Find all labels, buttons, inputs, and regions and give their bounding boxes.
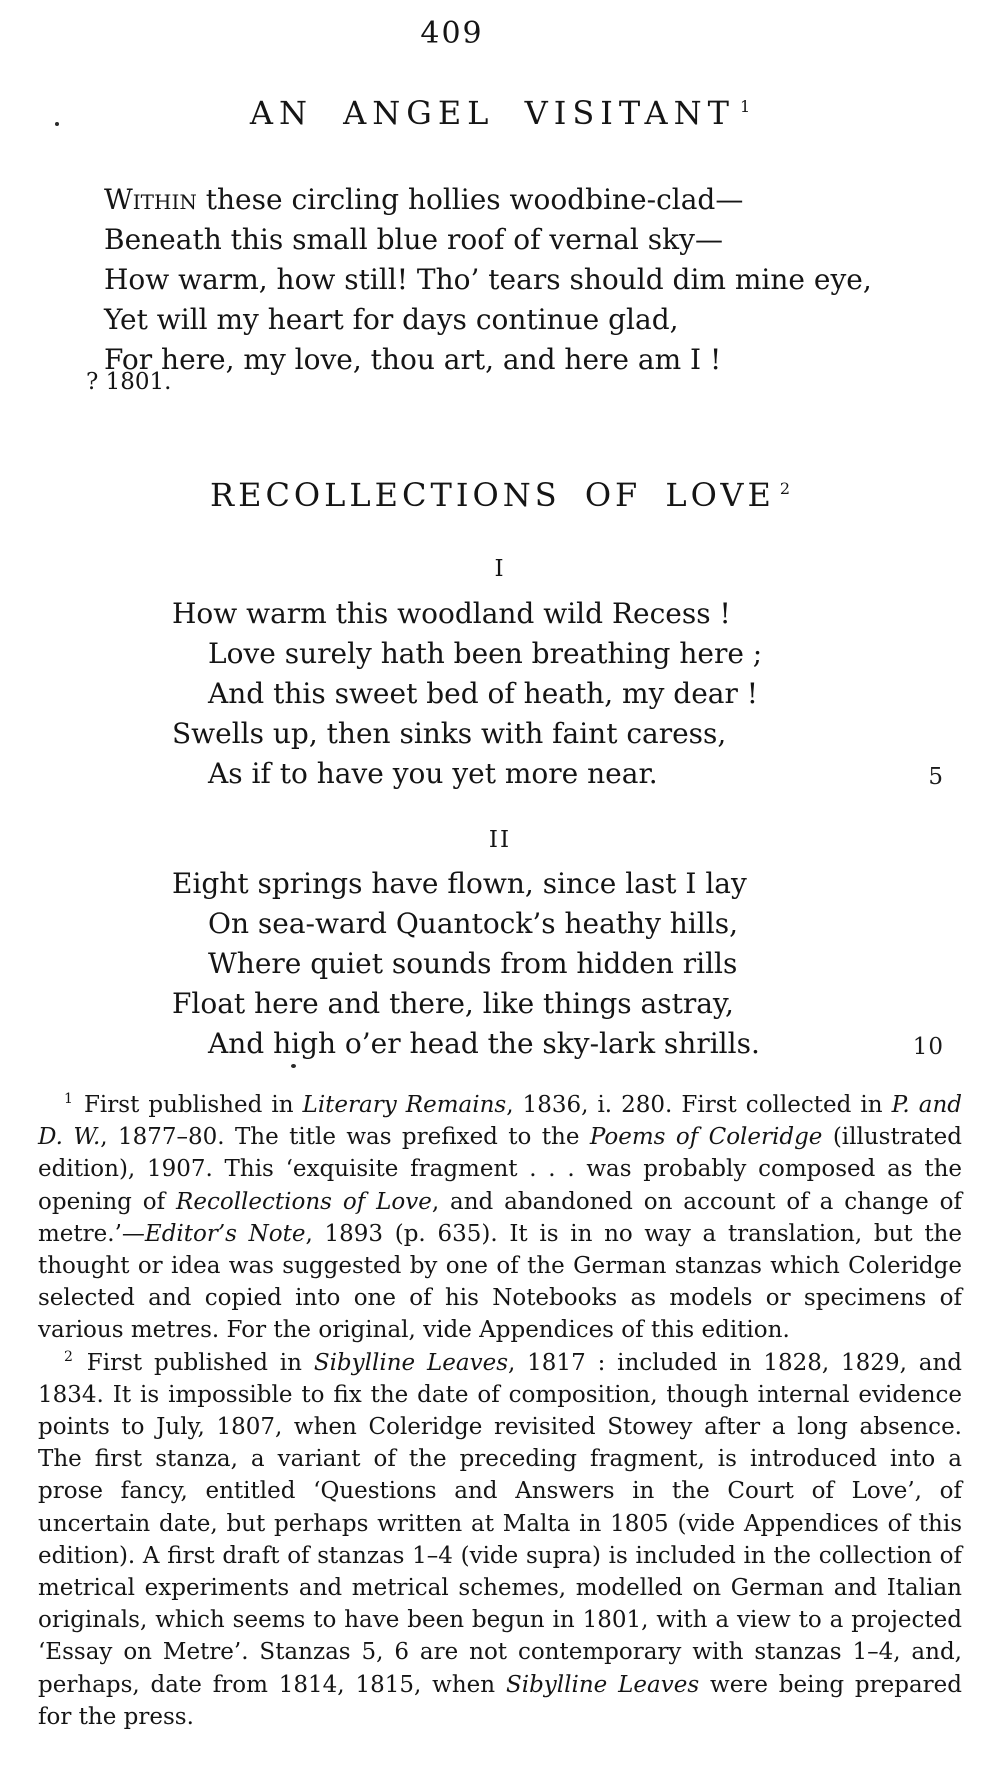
footnote-1 <box>38 1089 962 1347</box>
verse-line-number: 5 <box>928 764 944 790</box>
footnote-ref-2: 2 <box>779 479 790 499</box>
text-segment: Sibylline Leaves <box>313 1349 508 1376</box>
text-segment: Poems of Coleridge <box>589 1124 823 1151</box>
poem-line <box>104 340 984 380</box>
poem-title-text: RECOLLECTIONS OF LOVE <box>209 476 775 514</box>
text-segment: Sibylline Leaves <box>505 1671 700 1698</box>
poem-line <box>104 180 984 220</box>
page-number: 409 <box>420 16 484 51</box>
text-segment: , 1817 : included in 1828, 1829, and 1834. It is impossible to fix the date of composition, though internal evidence points to July, 1807, when Coleridge revisited Stowey after a long absence. The first stanza, a variant of the preceding fragment, is introduced into a prose fancy, entitled ‘Questions and Answers in the Court of Love’, of uncertain date, but perhaps written at Malta in 1805 (vide Appendices of this edition). A first draft of stanzas 1–4 (vide supra) is included in the collection of metrical experiments and metrical schemes, modelled on German and Italian originals, which seems to have been begun in 1801, with a view to a projected ‘Essay on Metre’. Stanzas 5, 6 are not contemporary with stanzas 1–4, and, perhaps, date from 1814, 1815, when <box>38 1349 962 1698</box>
text-segment: Eight springs have flown, since last I lay <box>172 867 747 900</box>
poem-line <box>172 714 960 754</box>
poem-line <box>172 984 960 1024</box>
text-segment: Editor’s Note <box>144 1220 306 1247</box>
poem-line <box>172 674 960 714</box>
footnote-marker: 2 <box>64 1348 73 1365</box>
text-segment: P. and D. W. <box>38 1092 962 1151</box>
poem-line <box>104 260 984 300</box>
text-segment: , and abandoned on account of a change of metre.’— <box>38 1188 962 1247</box>
text-segment: As if to have you yet more near. <box>208 757 658 790</box>
scan-speck <box>55 122 59 126</box>
poem-stanza-2 <box>172 864 960 1064</box>
poem-line <box>172 864 960 904</box>
text-segment: , 1836, i. 280. First collected in <box>506 1092 892 1118</box>
text-segment: Where quiet sounds from hidden rills <box>208 947 738 980</box>
text-segment: On sea-ward Quantock’s heathy hills, <box>208 907 738 940</box>
poem-line <box>172 594 960 634</box>
text-segment: these circling hollies woodbine-clad— <box>196 183 744 216</box>
text-segment: Love surely hath been breathing here ; <box>208 637 763 670</box>
text-segment: How warm this woodland wild Recess ! <box>172 597 731 630</box>
text-segment: Swells up, then sinks with faint caress, <box>172 717 727 750</box>
text-segment: For here, my love, thou art, and here am I ! <box>104 343 722 376</box>
text-segment: Literary Remains <box>302 1092 507 1118</box>
text-segment: Beneath this small blue roof of vernal sky— <box>104 223 723 256</box>
poem-line <box>172 904 960 944</box>
footnotes-section <box>38 1089 962 1733</box>
text-segment: And this sweet bed of heath, my dear ! <box>208 677 759 710</box>
text-segment: First published in <box>83 1092 303 1118</box>
text-segment: Yet will my heart for days continue glad, <box>104 303 679 336</box>
poem-line <box>172 1024 960 1064</box>
stanza-numeral-2: II <box>488 827 512 853</box>
poem-line <box>172 754 960 794</box>
footnote-2 <box>38 1347 962 1733</box>
text-segment: (illustrated edition), 1907. This ‘exquisite fragment . . . was probably composed as the opening of <box>38 1124 963 1215</box>
poem-body-an-angel-visitant <box>104 180 984 380</box>
poem-title-an-angel-visitant <box>0 94 1000 132</box>
poem-date: ? 1801. <box>86 369 172 395</box>
text-segment: Recollections of Love <box>176 1188 432 1215</box>
poem-line <box>104 300 984 340</box>
stanza-numeral-1: I <box>494 556 506 582</box>
text-segment: , 1877–80. The title was prefixed to the <box>100 1124 590 1151</box>
poem-stanza-1 <box>172 594 960 794</box>
poem-line <box>104 220 984 260</box>
poem-line <box>172 634 960 674</box>
poem-title-text: AN ANGEL VISITANT <box>249 94 735 132</box>
text-segment: were being prepared for the press. <box>38 1671 962 1730</box>
verse-line-number: 10 <box>912 1034 944 1060</box>
text-segment: Within <box>104 183 197 216</box>
footnote-marker: 1 <box>64 1091 73 1108</box>
footnote-ref-1: 1 <box>739 97 751 117</box>
text-segment: First published in <box>86 1349 314 1376</box>
text-segment: Float here and there, like things astray, <box>172 987 734 1020</box>
text-segment: How warm, how still! Tho’ tears should dim mine eye, <box>104 263 872 296</box>
poem-title-recollections-of-love <box>0 476 1000 514</box>
text-segment: , 1893 (p. 635). It is in no way a translation, but the thought or idea was suggested by one of the German stanzas which Coleridge selected and copied into one of his Notebooks as models or specimens of various metres. For the original, vide Appendices of this edition. <box>38 1220 962 1344</box>
scan-speck <box>291 1064 296 1068</box>
poem-line <box>172 944 960 984</box>
text-segment: And high o’er head the sky-lark shrills. <box>208 1027 760 1060</box>
